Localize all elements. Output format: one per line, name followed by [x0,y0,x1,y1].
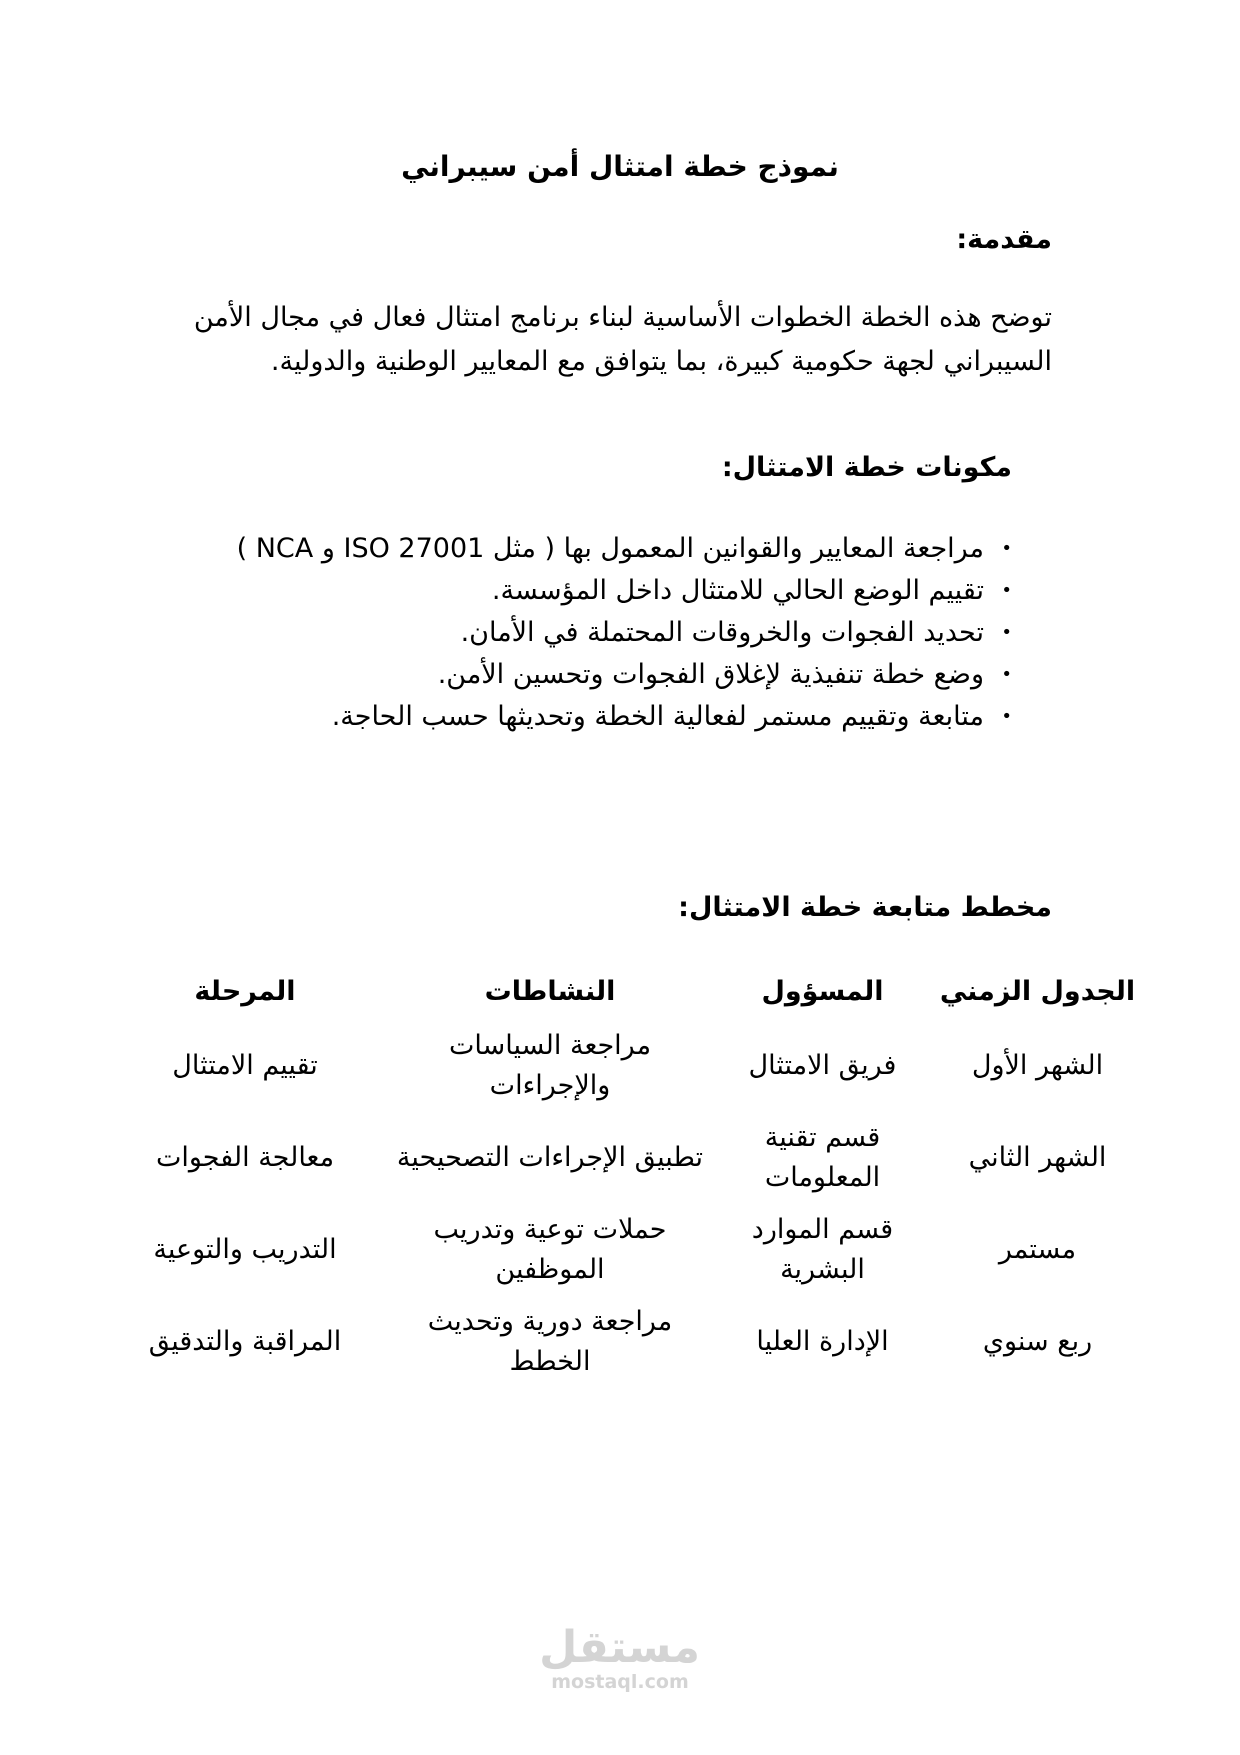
list-item: • متابعة وتقييم مستمر لفعالية الخطة وتحديثها حسب الحاجة. [194,696,984,738]
header-phase: المرحلة [194,975,296,1007]
table-row [100,1204,1140,1296]
table-cell: فريق الامتثال [748,1050,897,1081]
header-activities: النشاطات [484,975,616,1007]
table-header-row [100,962,1140,1020]
components-list [194,528,1014,738]
table-cell: التدريب والتوعية [153,1234,337,1265]
table-cell: تقييم الامتثال [172,1050,318,1081]
watermark-logo: مستقل [539,1622,700,1673]
list-item: • تحديد الفجوات والخروقات المحتملة في الأمان. [194,612,984,654]
table-row [100,1296,1140,1388]
table-cell: معالجة الفجوات [155,1142,335,1173]
table-cell: الإدارة العليا [756,1326,889,1357]
mostaql-watermark [539,1622,700,1693]
intro-paragraph: توضح هذه الخطة الخطوات الأساسية لبناء برنامج امتثال فعال في مجال الأمن السيبراني لجهة حكومية كبيرة، بما يتوافق مع المعايير الوطنية والدولية. [193,302,1052,377]
table-cell: الشهر الأول [971,1050,1104,1081]
table-cell: مستمر [998,1234,1077,1265]
list-item: • وضع خطة تنفيذية لإغلاق الفجوات وتحسين الأمن. [194,654,984,696]
table-cell: مراجعة السياسات والإجراءات [448,1030,652,1101]
list-item: • مراجعة المعايير والقوانين المعمول بها ( مثل ISO 27001 و NCA ) [194,528,984,570]
document-title: نموذج خطة امتثال أمن سيبراني [401,150,839,183]
intro-heading: مقدمة: [956,224,1052,255]
components-heading: مكونات خطة الامتثال: [721,452,1012,483]
followup-table [100,962,1140,1388]
table-cell: حملات توعية وتدريب الموظفين [433,1214,667,1285]
table-cell: المراقبة والتدقيق [148,1326,342,1357]
header-timeline: الجدول الزمني [939,975,1136,1007]
list-item: • تقييم الوضع الحالي للامتثال داخل المؤسسة. [194,570,984,612]
table-row [100,1112,1140,1204]
header-responsible: المسؤول [761,975,884,1007]
table-cell: تطبيق الإجراءات التصحيحية [396,1142,704,1173]
table-row [100,1020,1140,1112]
table-cell: مراجعة دورية وتحديث الخطط [427,1306,673,1377]
table-cell: قسم الموارد البشرية [751,1214,894,1285]
table-cell: ربع سنوي [982,1326,1093,1357]
followup-heading: مخطط متابعة خطة الامتثال: [678,892,1052,923]
table-cell: قسم تقنية المعلومات [764,1122,881,1193]
table-cell: الشهر الثاني [968,1142,1107,1173]
watermark-url: mostaql.com [551,1671,689,1693]
